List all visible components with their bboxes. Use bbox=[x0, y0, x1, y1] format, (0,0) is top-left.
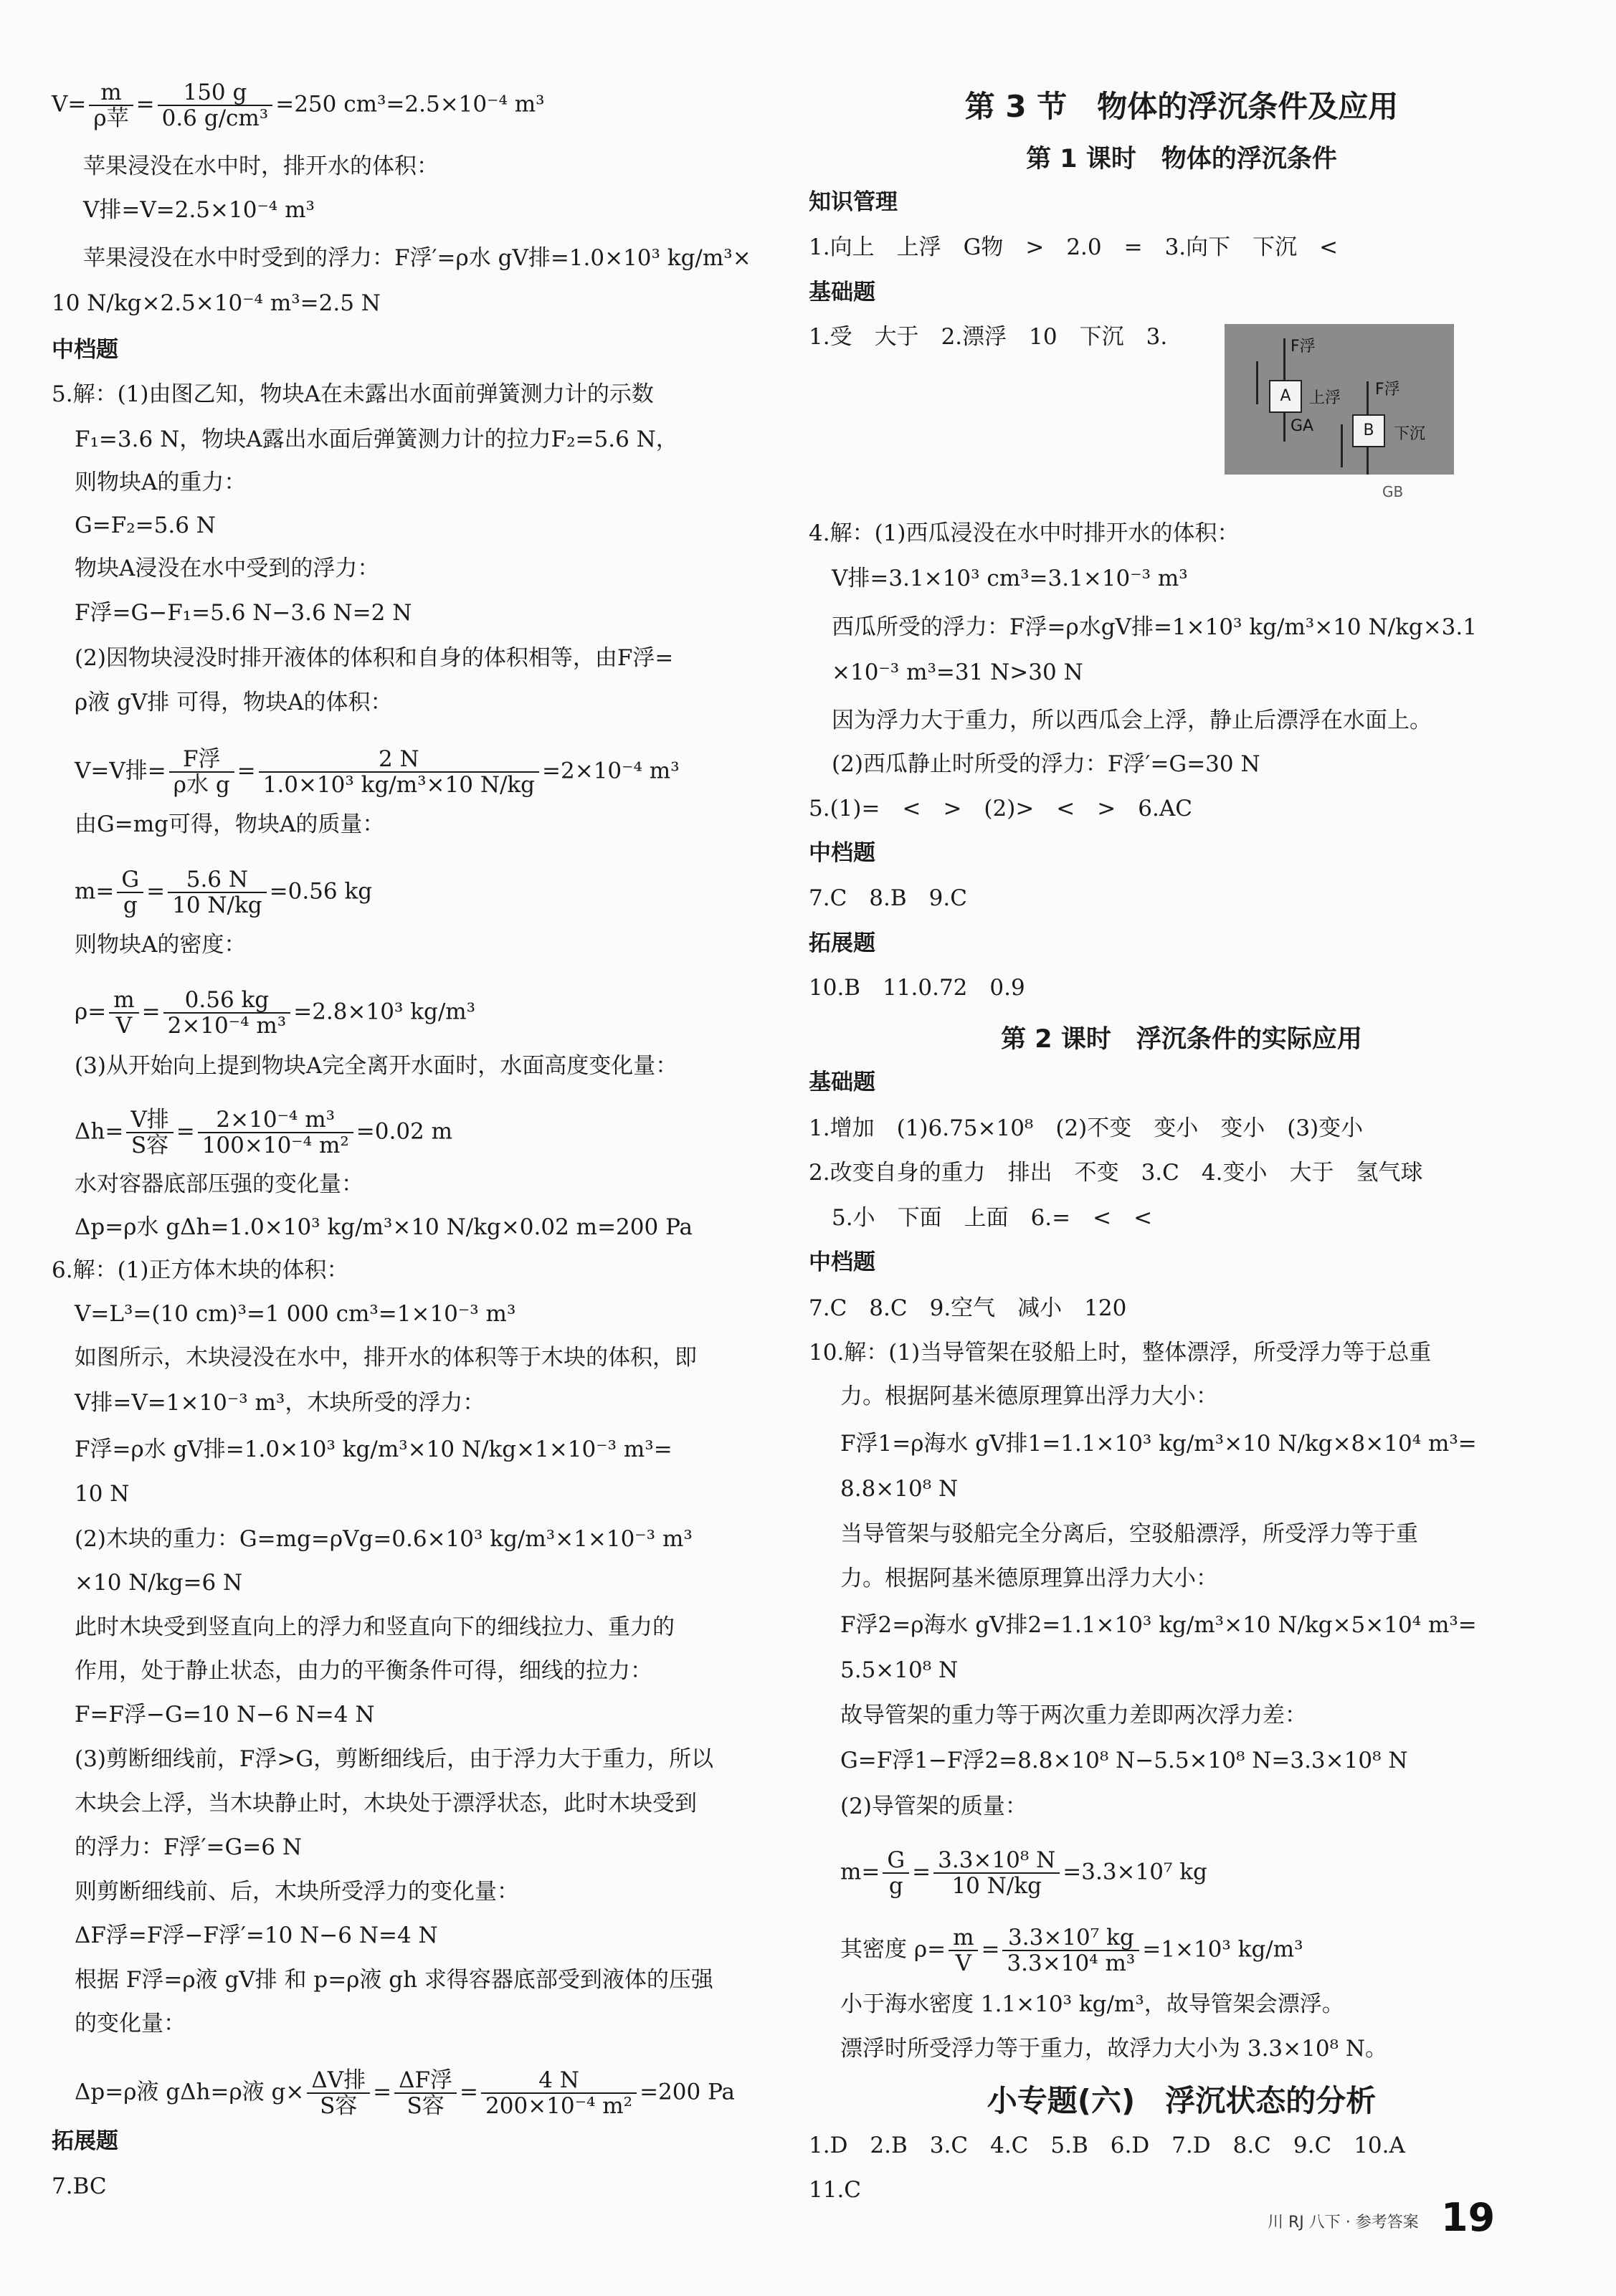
text-line: (2)西瓜静止时所受的浮力：F浮′=G=30 N bbox=[832, 751, 1260, 777]
force-diagram bbox=[1225, 324, 1454, 475]
text-line: 5.解：(1)由图乙知，物块A在未露出水面前弹簧测力计的示数 bbox=[52, 381, 654, 407]
text-line: 5.(1)= < > (2)> < > 6.AC bbox=[809, 796, 1192, 821]
formula-line: 其密度 ρ= $\frac{m}{V}$ = $\frac{\text{3.3×10⁷ kg}}{\text{3.3×10⁴ m³}}$ =1×10³ kg/m³ bbox=[840, 1925, 1303, 1976]
up-arrow-icon bbox=[1256, 361, 1258, 404]
text-line: Δp=ρ水 gΔh=1.0×10³ kg/m³×10 N/kg×0.02 m=200 Pa bbox=[75, 1214, 693, 1240]
force-label: F浮 bbox=[1375, 381, 1400, 399]
text-line: ΔF浮=F浮−F浮′=10 N−6 N=4 N bbox=[75, 1923, 438, 1948]
text-line: 7.BC bbox=[52, 2173, 107, 2199]
text-line: 的变化量： bbox=[75, 2011, 186, 2037]
text-line: 当导管架与驳船完全分离后，空驳船漂浮，所受浮力等于重 bbox=[840, 1521, 1418, 1547]
section-title: 第 3 节 物体的浮沉条件及应用 bbox=[964, 89, 1399, 124]
section-heading: 拓展题 bbox=[52, 2128, 118, 2154]
lesson-title: 第 2 课时 浮沉条件的实际应用 bbox=[1001, 1025, 1362, 1054]
text-line: V排=V=2.5×10⁻⁴ m³ bbox=[83, 197, 315, 223]
text-line: 如图所示，木块浸没在水中，排开水的体积等于木块的体积，即 bbox=[75, 1345, 697, 1371]
down-arrow-icon bbox=[1341, 424, 1343, 467]
section-heading: 中档题 bbox=[52, 337, 118, 363]
text-line: 故导管架的重力等于两次重力差即两次浮力差： bbox=[840, 1702, 1307, 1728]
text-line: 木块会上浮，当木块静止时，木块处于漂浮状态，此时木块受到 bbox=[75, 1791, 697, 1816]
text-line: 漂浮时所受浮力等于重力，故浮力大小为 3.3×10⁸ N。 bbox=[840, 2036, 1387, 2062]
text-line: 5.5×10⁸ N bbox=[840, 1657, 959, 1683]
text-line: ×10⁻³ m³=31 N>30 N bbox=[832, 659, 1083, 685]
block-a: A bbox=[1269, 380, 1302, 413]
text-line: 5.小 下面 上面 6.= < < bbox=[832, 1205, 1153, 1231]
text-line: 此时木块受到竖直向上的浮力和竖直向下的细线拉力、重力的 bbox=[75, 1614, 675, 1640]
buoyancy-arrow-icon bbox=[1283, 338, 1285, 380]
text-line: F浮1=ρ海水 gV排1=1.1×10³ kg/m³×10 N/kg×8×10⁴ m³= bbox=[840, 1431, 1477, 1457]
section-heading: 中档题 bbox=[809, 1249, 875, 1275]
text-line: V排=3.1×10³ cm³=3.1×10⁻³ m³ bbox=[832, 566, 1188, 591]
text-line: ρ液 gV排 可得，物块A的体积： bbox=[75, 690, 393, 715]
topic-title: 小专题(六) 浮沉状态的分析 bbox=[987, 2083, 1377, 2118]
formula-line: m= $\frac{G}{g}$ = $\frac{\text{3.3×10⁸ N}}{10 N/kg}$ =3.3×10⁷ kg bbox=[840, 1847, 1207, 1899]
section-heading: 基础题 bbox=[809, 280, 875, 305]
text-line: 7.C 8.B 9.C bbox=[809, 885, 967, 911]
text-line: (2)因物块浸没时排开液体的体积和自身的体积相等，由F浮= bbox=[75, 645, 674, 671]
text-line: 的浮力：F浮′=G=6 N bbox=[75, 1834, 302, 1860]
text-line: 则物块A的密度： bbox=[75, 932, 247, 958]
section-heading: 基础题 bbox=[809, 1070, 875, 1095]
text-line: 11.C bbox=[809, 2177, 862, 2203]
buoyancy-arrow-icon bbox=[1367, 381, 1369, 414]
text-line: 10.B 11.0.72 0.9 bbox=[809, 975, 1025, 1001]
text-line: 水对容器底部压强的变化量： bbox=[75, 1171, 363, 1197]
formula-line: Δp=ρ液 gΔh=ρ液 g× $\frac{\text{ΔV排}}{\text{S容}}$ = $\frac{\text{ΔF浮}}{\text{S容}}$ = $\frac{4 N}{\text{200×10⁻⁴ m²}}$ =200 Pa bbox=[75, 2067, 736, 2119]
text-line: F浮2=ρ海水 gV排2=1.1×10³ kg/m³×10 N/kg×5×10⁴ m³= bbox=[840, 1612, 1477, 1638]
state-label: 下沉 bbox=[1394, 425, 1426, 443]
text-line: F浮=G−F₁=5.6 N−3.6 N=2 N bbox=[75, 600, 412, 626]
text-line: 6.解：(1)正方体木块的体积： bbox=[52, 1257, 349, 1283]
text-line: 10 N bbox=[75, 1481, 130, 1507]
lesson-title: 第 1 课时 物体的浮沉条件 bbox=[1026, 145, 1337, 173]
force-label: GB bbox=[1382, 483, 1404, 500]
text-line: 7.C 8.C 9.空气 减小 120 bbox=[809, 1295, 1127, 1321]
force-label: F浮 bbox=[1291, 338, 1316, 356]
state-label: 上浮 bbox=[1309, 389, 1341, 407]
text-line: 苹果浸没在水中时，排开水的体积： bbox=[83, 153, 439, 179]
text-line: (3)从开始向上提到物块A完全离开水面时，水面高度变化量： bbox=[75, 1053, 678, 1079]
text-line: 1.向上 上浮 G物 > 2.0 = 3.向下 下沉 < bbox=[809, 234, 1339, 260]
text-line: F浮=ρ水 gV排=1.0×10³ kg/m³×10 N/kg×1×10⁻³ m³= bbox=[75, 1437, 672, 1462]
text-line: 4.解：(1)西瓜浸没在水中时排开水的体积： bbox=[809, 520, 1240, 546]
gravity-arrow-icon bbox=[1367, 447, 1369, 475]
text-line: (3)剪断细线前，F浮>G，剪断细线后，由于浮力大于重力，所以 bbox=[75, 1746, 714, 1772]
text-line: 1.增加 (1)6.75×10⁸ (2)不变 变小 变小 (3)变小 bbox=[809, 1115, 1364, 1141]
block-b: B bbox=[1352, 414, 1385, 447]
text-line: 小于海水密度 1.1×10³ kg/m³，故导管架会漂浮。 bbox=[840, 1991, 1344, 2017]
text-line: V=L³=(10 cm)³=1 000 cm³=1×10⁻³ m³ bbox=[75, 1301, 516, 1327]
gravity-arrow-icon bbox=[1283, 413, 1285, 442]
force-label: GA bbox=[1291, 417, 1314, 435]
text-line: G=F₂=5.6 N bbox=[75, 513, 216, 538]
text-line: 1.受 大于 2.漂浮 10 下沉 3. bbox=[809, 324, 1168, 350]
page-number: 19 bbox=[1441, 2195, 1496, 2240]
text-line: 10 N/kg×2.5×10⁻⁴ m³=2.5 N bbox=[52, 290, 381, 316]
text-line: 苹果浸没在水中时受到的浮力：F浮′=ρ水 gV排=1.0×10³ kg/m³× bbox=[83, 245, 751, 271]
formula-line: Δh= $\frac{\text{V排}}{\text{S容}}$ = $\frac{\text{2×10⁻⁴ m³}}{\text{100×10⁻⁴ m²}}$ =0.02 m bbox=[75, 1107, 453, 1158]
text-line: 8.8×10⁸ N bbox=[840, 1476, 959, 1502]
section-heading: 拓展题 bbox=[809, 930, 875, 956]
text-line: 1.D 2.B 3.C 4.C 5.B 6.D 7.D 8.C 9.C 10.A bbox=[809, 2133, 1405, 2158]
text-line: 物块A浸没在水中受到的浮力： bbox=[75, 556, 380, 581]
text-line: 由G=mg可得，物块A的质量： bbox=[75, 811, 385, 837]
text-line: 根据 F浮=ρ液 gV排 和 p=ρ液 gh 求得容器底部受到液体的压强 bbox=[75, 1967, 713, 1993]
text-line: (2)导管架的质量： bbox=[840, 1794, 1027, 1819]
text-line: 10.解：(1)当导管架在驳船上时，整体漂浮，所受浮力等于总重 bbox=[809, 1340, 1432, 1366]
text-line: V排=V=1×10⁻³ m³，木块所受的浮力： bbox=[75, 1390, 485, 1416]
page-footer: 川 RJ 八下 · 参考答案 bbox=[1268, 2214, 1419, 2231]
text-line: F=F浮−G=10 N−6 N=4 N bbox=[75, 1702, 375, 1728]
text-line: 因为浮力大于重力，所以西瓜会上浮，静止后漂浮在水面上。 bbox=[832, 708, 1432, 733]
formula-line: m= $\frac{G}{g}$ = $\frac{5.6 N}{10 N/kg}$ =0.56 kg bbox=[75, 867, 373, 918]
text-line: (2)木块的重力：G=mg=ρVg=0.6×10³ kg/m³×1×10⁻³ m³ bbox=[75, 1526, 693, 1552]
section-heading: 中档题 bbox=[809, 840, 875, 866]
text-line: G=F浮1−F浮2=8.8×10⁸ N−5.5×10⁸ N=3.3×10⁸ N bbox=[840, 1748, 1408, 1773]
text-line: 2.改变自身的重力 排出 不变 3.C 4.变小 大于 氢气球 bbox=[809, 1160, 1423, 1186]
formula-line: V= $\frac{m}{\text{ρ苹}}$ = $\frac{150 g}{\text{0.6 g/cm³}}$ =250 cm³=2.5×10⁻⁴ m³ bbox=[52, 80, 545, 131]
formula-line: V=V排= $\frac{\text{F浮}}{\text{ρ水 g}}$ = $\frac{2 N}{\text{1.0×10³ kg/m³×10 N/kg}}$ =2×10⁻⁴ m³ bbox=[75, 746, 680, 798]
section-heading: 知识管理 bbox=[809, 189, 898, 215]
text-line: F₁=3.6 N，物块A露出水面后弹簧测力计的拉力F₂=5.6 N， bbox=[75, 427, 678, 452]
text-line: 西瓜所受的浮力：F浮=ρ水gV排=1×10³ kg/m³×10 N/kg×3.1 bbox=[832, 614, 1477, 640]
text-line: 力。根据阿基米德原理算出浮力大小： bbox=[840, 1383, 1218, 1409]
text-line: 作用，处于静止状态，由力的平衡条件可得，细线的拉力： bbox=[75, 1658, 652, 1684]
text-line: 力。根据阿基米德原理算出浮力大小： bbox=[840, 1566, 1218, 1591]
text-line: 则剪断细线前、后，木块所受浮力的变化量： bbox=[75, 1879, 519, 1905]
formula-line: ρ= $\frac{m}{V}$ = $\frac{0.56 kg}{\text{2×10⁻⁴ m³}}$ =2.8×10³ kg/m³ bbox=[75, 987, 476, 1039]
text-line: 则物块A的重力： bbox=[75, 470, 247, 495]
text-line: ×10 N/kg=6 N bbox=[75, 1570, 243, 1596]
